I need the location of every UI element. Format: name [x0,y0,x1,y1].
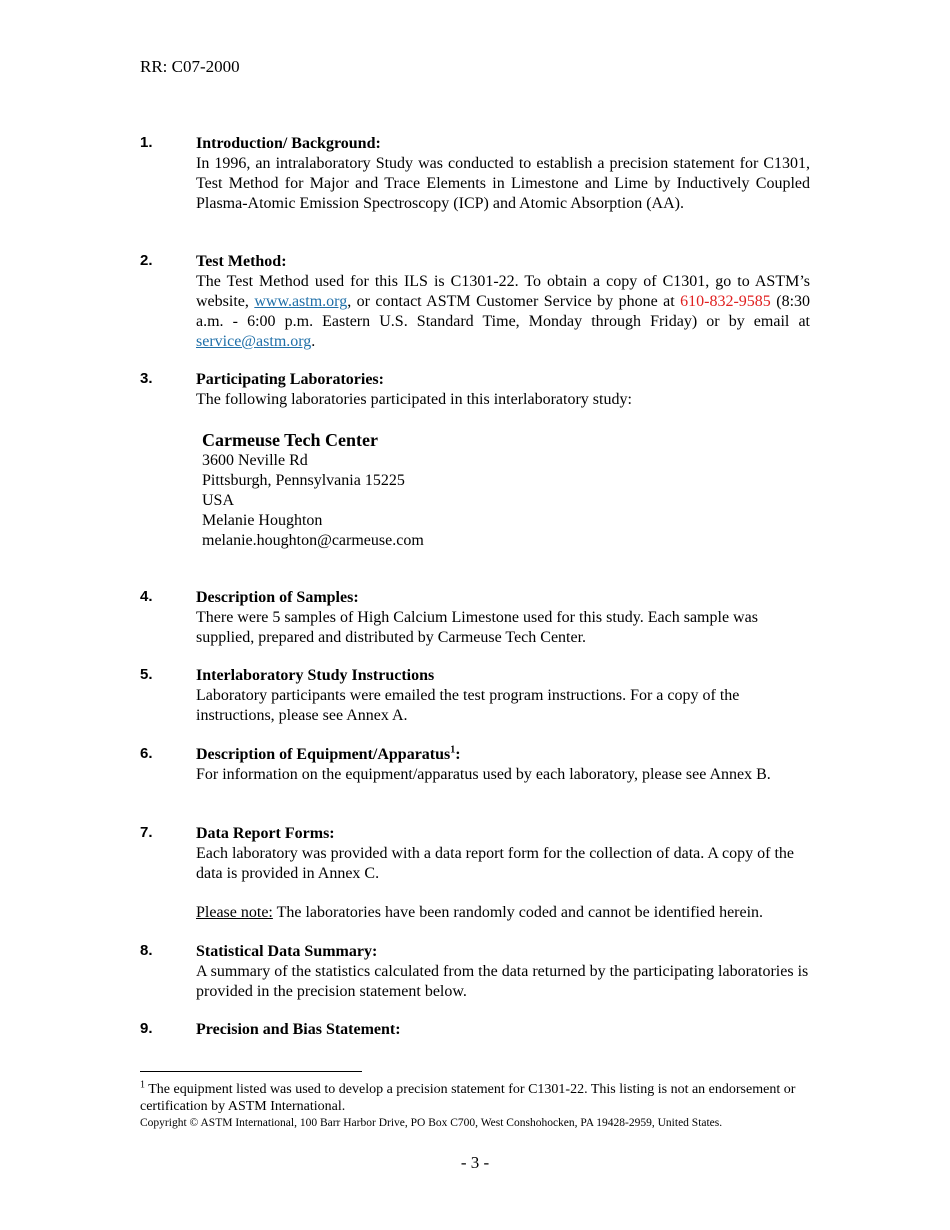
section-text: Laboratory participants were emailed the test program instructions. For a copy of the instructions, please see Annex A. [196,687,740,724]
footnote: $^1$ The equipment listed was used to develop a precision statement for C1301-22. This listing is not an endorsement or certification by ASTM International. [140,1079,796,1114]
section-participating-laboratories [140,370,810,410]
section-title: Test Method: [196,253,287,270]
lab-country: USA [202,492,235,509]
section-number: 6. [140,745,153,762]
astm-website-link[interactable]: www.astm.org [254,293,348,310]
section-text: There were 5 samples of High Calcium Limestone used for this study. Each sample was supplied, prepared and distributed by Carmeuse Tech Center. [196,609,758,646]
lab-email: melanie.houghton@carmeuse.com [202,532,424,549]
section-title: Statistical Data Summary: [196,943,378,960]
section-number: 7. [140,824,153,841]
section-text: The Test Method used for this ILS is C1301-22. To obtain a copy of C1301, go to ASTM’s website, www.astm.org, or contact ASTM Customer Service by phone at 610-832-9585 (8:30 a.m. - 6:00 p.m. Eastern U.S. Standard Time, Monday through Friday) or by email at service@astm.org. [196,273,811,350]
section-statistical-summary [140,942,810,1002]
laboratory-address-block [202,429,424,551]
section-number: 4. [140,588,153,605]
section-description-of-samples [140,588,810,648]
section-precision-bias [140,1020,810,1040]
section-text: In 1996, an intralaboratory Study was conducted to establish a precision statement for C1301, Test Method for Major and Trace Elements in Limestone and Lime by Inductively Coupled Plasma-Atomic Emission Spectroscopy (ICP) and Atomic Absorption (AA). [196,155,810,212]
section-number: 2. [140,252,153,269]
section-title: Precision and Bias Statement: [196,1021,401,1038]
footnote-divider [140,1071,362,1072]
footnote-reference: 1 [450,744,456,756]
section-text: A summary of the statistics calculated from the data returned by the participating laboratories is provided in the precision statement below. [196,963,809,1000]
section-number: 8. [140,942,153,959]
report-id-header: RR: C07-2000 [140,57,240,76]
section-number: 9. [140,1020,153,1037]
phone-number: 610-832-9585 [680,293,771,310]
lab-name: Carmeuse Tech Center [202,430,378,450]
lab-city: Pittsburgh, Pennsylvania 15225 [202,472,405,489]
section-study-instructions [140,666,810,726]
section-title: Data Report Forms: [196,825,335,842]
section-test-method [140,252,810,352]
section-number: 5. [140,666,153,683]
please-note: Please note: The laboratories have been randomly coded and cannot be identified herein. [196,904,764,921]
section-text: The following laboratories participated in this interlaboratory study: [196,391,632,408]
section-title: Introduction/ Background: [196,135,381,152]
section-introduction [140,134,810,214]
section-data-report-forms [140,824,810,923]
section-text: For information on the equipment/apparatus used by each laboratory, please see Annex B. [196,766,771,783]
copyright-notice: Copyright © ASTM International, 100 Barr Harbor Drive, PO Box C700, West Conshohocken, PA 19428-2959, United States. [140,1117,723,1129]
lab-contact: Melanie Houghton [202,512,323,529]
section-title: Interlaboratory Study Instructions [196,667,435,684]
footnote-mark: 1 [140,1079,145,1091]
section-equipment [140,745,810,785]
service-email-link[interactable]: service@astm.org [196,333,312,350]
section-number: 1. [140,134,153,151]
section-number: 3. [140,370,153,387]
page-number: - 3 - [460,1153,490,1172]
lab-street: 3600 Neville Rd [202,452,308,469]
section-text: Each laboratory was provided with a data report form for the collection of data. A copy of the data is provided in Annex C. [196,845,795,882]
section-title: Description of Equipment/Apparatus$^1$: [196,744,461,763]
note-label: Please note: [196,904,273,921]
section-title: Description of Samples: [196,589,359,606]
section-title: Participating Laboratories: [196,371,384,388]
